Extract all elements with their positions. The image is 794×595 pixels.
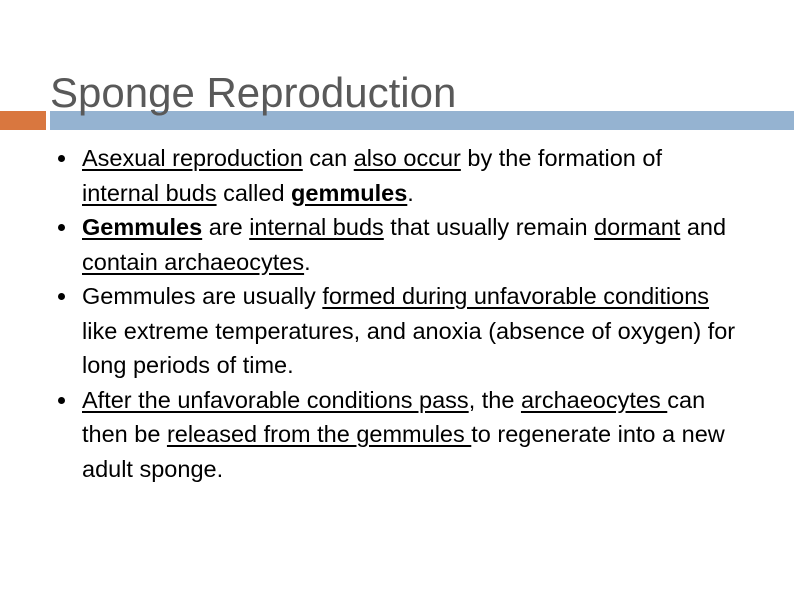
bullet-segment: are (202, 214, 250, 240)
bullet-segment: Gemmules are usually (82, 283, 323, 309)
bullet-segment: called (216, 179, 292, 206)
bullet-text (82, 387, 725, 482)
bullet-segment: also occur (353, 145, 461, 171)
bullet-segment: dormant (594, 214, 681, 240)
bullet-segment: Asexual reproduction (82, 145, 303, 171)
bullet-item (58, 210, 738, 279)
bullet-segment: to regenerate into a new adult sponge. (82, 421, 725, 482)
bullet-segment: that usually remain (383, 214, 595, 240)
bullet-dot-icon (58, 224, 65, 231)
bullet-segment: internal buds (82, 179, 217, 206)
bullet-segment: . (304, 248, 311, 275)
bullet-segment: internal buds (249, 214, 384, 240)
bullet-segment: contain archaeocytes (82, 248, 305, 275)
bullet-segment: archaeocytes (520, 386, 668, 413)
bullet-dot-icon (58, 155, 65, 162)
bullet-segment: by the formation of (460, 145, 663, 171)
bullet-segment: gemmules (291, 179, 408, 206)
bullet-segment: . (407, 179, 414, 206)
bullet-segment: , the (468, 386, 521, 413)
bullet-item (58, 141, 738, 210)
bullet-segment: can then be (82, 386, 706, 447)
bullet-segment: like extreme temperatures, and anoxia (absence of oxygen) for long periods of time. (82, 317, 736, 378)
accent-bar-left (0, 111, 46, 130)
bullet-segment: After the unfavorable conditions pass (82, 386, 469, 413)
bullet-text (82, 283, 735, 378)
bullet-segment: released from the gemmules (166, 421, 472, 447)
bullet-segment: formed during unfavorable conditions (322, 283, 710, 309)
bullet-list (58, 141, 738, 486)
bullet-segment: Gemmules (82, 214, 203, 240)
bullet-segment: and (680, 214, 727, 240)
bullet-dot-icon (58, 397, 65, 404)
bullet-item (58, 279, 738, 383)
bullet-text (82, 214, 726, 275)
slide-title: Sponge Reproduction (50, 69, 457, 116)
bullet-text (82, 145, 662, 206)
bullet-item (58, 383, 738, 487)
bullet-dot-icon (58, 293, 65, 300)
bullet-segment: can (302, 145, 354, 171)
